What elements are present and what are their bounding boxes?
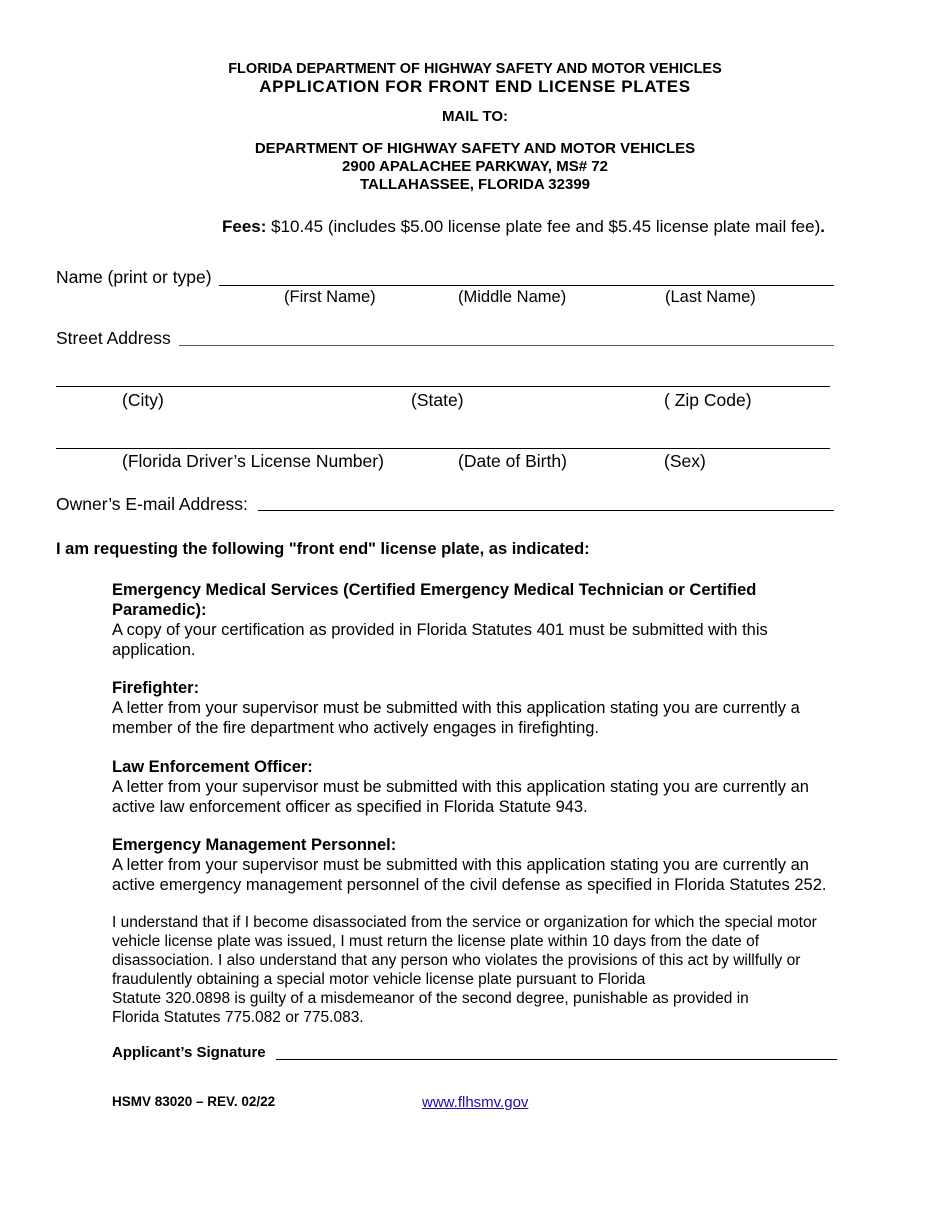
option-text: A copy of your certification as provided in Florida Statutes 401 must be submitted with this application. (112, 621, 768, 659)
form-number: HSMV 83020 – REV. 02/22 (112, 1094, 276, 1109)
signature-label: Applicant’s Signature (112, 1044, 266, 1061)
email-input-line[interactable] (258, 510, 834, 511)
agency-name: FLORIDA DEPARTMENT OF HIGHWAY SAFETY AND MOTOR VEHICLES (228, 61, 722, 77)
address-line-2: 2900 APALACHEE PARKWAY, MS# 72 (342, 158, 608, 175)
drivers-license-caption: (Florida Driver’s License Number) (122, 451, 384, 471)
zip-code-caption: ( Zip Code) (664, 390, 752, 410)
fees-line (222, 217, 825, 237)
mail-to-label: MAIL TO: (441, 108, 509, 125)
option-emergency-management (112, 835, 842, 895)
name-input-line[interactable] (219, 285, 834, 286)
middle-name-caption: (Middle Name) (458, 288, 567, 306)
mailing-address (0, 140, 950, 194)
option-text: A letter from your supervisor must be submitted with this application stating you are currently an active law enforcement officer as specified in Florida Statute 943. (112, 778, 809, 816)
form-title: APPLICATION FOR FRONT END LICENSE PLATES (259, 77, 691, 96)
city-caption: (City) (122, 390, 164, 410)
website-link[interactable]: www.flhsmv.gov (422, 1094, 529, 1111)
statement-line: disassociation. I also understand that any person who violates the provisions of this act by willfully or (112, 952, 801, 969)
option-emergency-medical-services (112, 580, 842, 660)
name-label: Name (print or type) (56, 267, 212, 287)
option-title: Emergency Management Personnel: (112, 836, 397, 854)
fees-period: . (820, 217, 825, 236)
email-label: Owner’s E-mail Address: (56, 494, 248, 514)
signature-input-line[interactable] (276, 1059, 837, 1060)
city-state-zip-input-line[interactable] (56, 386, 830, 387)
option-title: Emergency Medical Services (Certified Emergency Medical Technician or Certified Paramedic): (112, 581, 757, 619)
date-of-birth-caption: (Date of Birth) (458, 451, 567, 471)
sex-caption: (Sex) (664, 451, 706, 471)
state-caption: (State) (411, 390, 464, 410)
address-line-1: DEPARTMENT OF HIGHWAY SAFETY AND MOTOR VEHICLES (254, 140, 696, 157)
option-title: Firefighter: (112, 679, 200, 697)
last-name-caption: (Last Name) (665, 288, 756, 306)
statement-line: I understand that if I become disassociated from the service or organization for which the special motor (112, 914, 817, 931)
option-text: A letter from your supervisor must be submitted with this application stating you are currently an active emergency management personnel of the civil defense as specified in Florida Statutes 252. (112, 856, 827, 894)
statement-line: vehicle license plate was issued, I must return the license plate within 10 days from the date of (112, 933, 760, 950)
statement-line: fraudulently obtaining a special motor vehicle license plate pursuant to Florida (112, 971, 646, 988)
option-firefighter (112, 678, 842, 738)
fees-text: $10.45 (includes $5.00 license plate fee and $5.45 license plate mail fee) (266, 217, 821, 236)
statement-line: Statute 320.0898 is guilty of a misdemeanor of the second degree, punishable as provided in (112, 990, 749, 1007)
option-law-enforcement (112, 757, 842, 817)
street-address-input-line[interactable] (179, 345, 834, 346)
option-text: A letter from your supervisor must be submitted with this application stating you are currently a member of the fire department who actively engages in firefighting. (112, 699, 800, 737)
street-address-label: Street Address (56, 328, 171, 348)
fees-label: Fees: (222, 217, 267, 236)
license-dob-sex-input-line[interactable] (56, 448, 830, 449)
option-title: Law Enforcement Officer: (112, 758, 313, 776)
first-name-caption: (First Name) (284, 288, 376, 306)
request-heading: I am requesting the following "front end" license plate, as indicated: (56, 540, 590, 558)
statement-line: Florida Statutes 775.082 or 775.083. (112, 1009, 364, 1026)
disassociation-statement (112, 913, 852, 1027)
address-line-3: TALLAHASSEE, FLORIDA 32399 (359, 176, 591, 193)
